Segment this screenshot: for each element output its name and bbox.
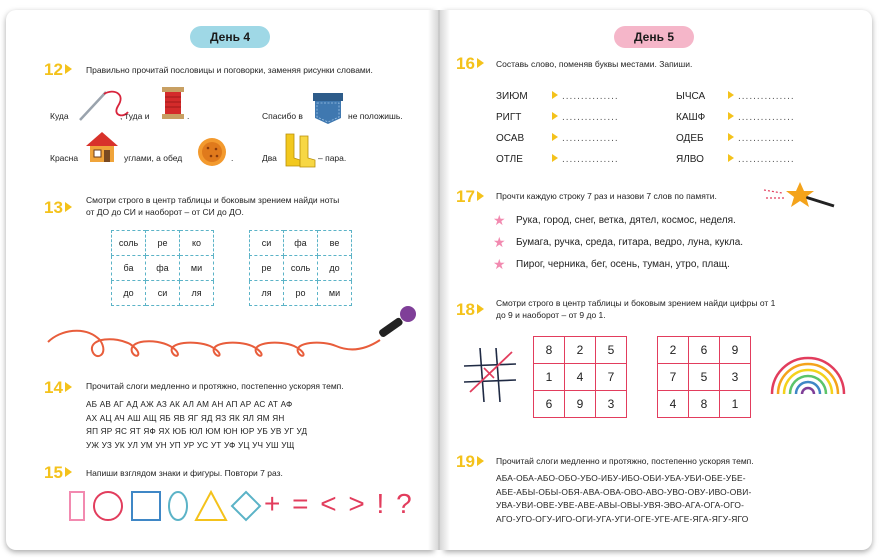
exercise-number-text: 16 [456, 54, 475, 73]
proverb-2-part-a: Спасибо в [262, 111, 303, 121]
proverb-3-part-b: углами, а обед [124, 153, 183, 163]
scrambled-word-row [496, 128, 619, 149]
exercise-14-instruction: Прочитай слоги медленно и протяжно, постепенно ускоряя темп. [86, 381, 344, 391]
syllable-line: ЯП ЯР ЯС ЯТ ЯФ ЯХ ЮБ ЮЛ ЮМ ЮН ЮР УБ УВ УГ УД [86, 427, 308, 436]
exercise-15-instruction: Напиши взглядом знаки и фигуры. Повтори 7 раз. [86, 468, 283, 478]
scrambled-words-right [676, 86, 795, 170]
proverb-1-part-c: . [187, 111, 190, 121]
symbols-text: + = < > ! ? [264, 488, 414, 519]
scrambled-word: ОДЕБ [676, 133, 704, 144]
scrambled-word: ОТЛЕ [496, 154, 523, 165]
table-cell: 3 [720, 364, 751, 391]
syllable-line: АБ АВ АГ АД АЖ АЗ АК АЛ АМ АН АП АР АС АТ АФ [86, 400, 293, 409]
table-cell: 5 [596, 337, 627, 364]
proverb-3-part-c: . [231, 153, 234, 163]
scrambled-word-row [496, 149, 619, 170]
table-cell: 8 [689, 391, 720, 418]
exercise-16-number [456, 54, 484, 74]
numbers-table-2 [657, 336, 751, 418]
scrambled-word-row [676, 128, 795, 149]
proverb-1-part-b: , туда и [120, 111, 150, 121]
scrambled-word: ЗИЮМ [496, 91, 528, 102]
syllable-line: АБЕ-АБЫ-ОБЫ-ОБЯ-АВА-ОВА-ОВО-АВО-УВО-ОВУ-ИВО-ОВИ- [496, 486, 752, 497]
exercise-number-text: 15 [44, 463, 63, 482]
scrambled-word: РИГТ [496, 112, 522, 123]
table-cell: 3 [596, 391, 627, 418]
triangle-shape [196, 492, 226, 520]
arrow-icon [728, 91, 734, 99]
exercise-19-instruction: Прочитай слоги медленно и протяжно, постепенно ускоряя темп. [496, 456, 754, 466]
table-cell: фа [146, 256, 180, 281]
arrow-icon [552, 91, 558, 99]
scrambled-word-row [496, 86, 619, 107]
answer-line: ............... [738, 154, 795, 165]
table-cell: ба [112, 256, 146, 281]
exercise-number-text: 14 [44, 378, 63, 397]
star-icon: ★ [493, 234, 506, 250]
arrow-icon [728, 133, 734, 141]
table-cell: 9 [565, 391, 596, 418]
exercise-number-text: 18 [456, 300, 475, 319]
arrow-icon [65, 467, 72, 477]
scrambled-word-row [676, 149, 795, 170]
scrambled-word: ОСАВ [496, 133, 525, 144]
syllable-line: АГО-УГО-ОГУ-ИГО-ОГИ-УГА-УГИ-ОГЕ-УГЕ-АГЕ-ЯГА-ЯГУ-ЯГО [496, 513, 749, 524]
arrow-icon [477, 58, 484, 68]
proverb-4-part-b: – пара. [318, 153, 347, 163]
thread-spool-icon [160, 86, 186, 120]
exercise-number-text: 17 [456, 187, 475, 206]
table-cell: 4 [565, 364, 596, 391]
arrow-icon [477, 191, 484, 201]
star-icon: ★ [493, 256, 506, 272]
scrambled-word: ЫЧСА [676, 91, 706, 102]
answer-line: ............... [562, 133, 619, 144]
table-cell: до [318, 256, 352, 281]
exercise-number-text: 13 [44, 198, 63, 217]
exercise-17-instruction: Прочти каждую строку 7 раз и назови 7 слов по памяти. [496, 191, 717, 201]
arrow-icon [728, 112, 734, 120]
memory-line-1: Рука, город, снег, ветка, дятел, космос, неделя. [516, 215, 736, 226]
table-cell: 6 [534, 391, 565, 418]
exercise-16-instruction: Составь слово, поменяв буквы местами. Запиши. [496, 59, 693, 69]
syllable-line: АБА-ОБА-АБО-ОБО-УБО-ИБУ-ИБО-ОБИ-УБА-УБИ-ОБЕ-УБЕ- [496, 473, 746, 483]
table-cell: соль [284, 256, 318, 281]
diamond-shape [232, 492, 260, 520]
exercise-12-number [44, 60, 72, 80]
memory-line-2: Бумага, ручка, среда, гитара, ведро, луна, кукла. [516, 237, 744, 248]
pie-icon [196, 136, 228, 168]
arrow-icon [552, 112, 558, 120]
table-cell: 5 [689, 364, 720, 391]
answer-line: ............... [738, 112, 795, 123]
book-gutter [428, 10, 450, 550]
house-icon [84, 130, 120, 164]
exercise-18-number [456, 300, 484, 320]
microphone-wire-icon [40, 300, 430, 370]
arrow-icon [65, 382, 72, 392]
exercise-17-number [456, 187, 484, 207]
exercise-13-instruction-1: Смотри строго в центр таблицы и боковым зрением найди ноты [86, 195, 340, 205]
syllable-line: УЖ УЗ УК УЛ УМ УН УП УР УС УТ УФ УЦ УЧ УШ УЩ [86, 440, 295, 450]
table-cell: 1 [720, 391, 751, 418]
proverb-4-part-a: Два [262, 153, 277, 163]
symbols-row [264, 486, 414, 522]
arrow-icon [552, 133, 558, 141]
scrambled-word-row [676, 107, 795, 128]
scrambled-words-left [496, 86, 619, 170]
day-5-label: День 5 [633, 30, 674, 44]
table-cell: ля [250, 281, 284, 306]
table-cell: 7 [658, 364, 689, 391]
exercise-number-text: 19 [456, 452, 475, 471]
table-cell: 2 [565, 337, 596, 364]
memory-line-3: Пирог, черника, бег, осень, туман, утро, плащ. [516, 259, 730, 270]
day-4-label: День 4 [209, 30, 250, 44]
boots-icon [282, 132, 318, 170]
oval-shape [169, 492, 187, 520]
answer-line: ............... [562, 112, 619, 123]
table-cell: ми [180, 256, 214, 281]
table-cell: ре [250, 256, 284, 281]
table-cell: соль [112, 231, 146, 256]
table-cell: ве [318, 231, 352, 256]
square-shape [132, 492, 160, 520]
syllable-line: АХ АЦ АЧ АШ АЩ ЯБ ЯВ ЯГ ЯД ЯЗ ЯК ЯЛ ЯМ ЯН [86, 413, 285, 423]
scrambled-word-row [496, 107, 619, 128]
table-cell: си [250, 231, 284, 256]
arrow-icon [65, 202, 72, 212]
table-cell: 1 [534, 364, 565, 391]
arrow-icon [65, 64, 72, 74]
rectangle-shape [70, 492, 84, 520]
table-cell: ре [146, 231, 180, 256]
table-cell: 8 [534, 337, 565, 364]
table-cell: фа [284, 231, 318, 256]
tic-tac-toe-doodle [462, 344, 518, 406]
exercise-13-number [44, 198, 72, 218]
exercise-14-number [44, 378, 72, 398]
arrow-icon [552, 154, 558, 162]
notes-table-2 [249, 230, 352, 306]
star-icon: ★ [493, 212, 506, 228]
scrambled-word: КАШФ [676, 112, 706, 123]
day-4-pill [190, 26, 270, 48]
table-cell: си [146, 281, 180, 306]
syllables-block-right [496, 472, 752, 526]
table-cell: 2 [658, 337, 689, 364]
proverb-1-part-a: Куда [50, 111, 69, 121]
scrambled-word: ЯЛВО [676, 154, 704, 165]
table-cell: 4 [658, 391, 689, 418]
table-cell: ля [180, 281, 214, 306]
magic-wand-icon [762, 180, 836, 212]
syllable-line: УВА-УВИ-ОВЕ-УВЕ-АВЕ-АВЫ-ОВЫ-УВЯ-ЭВО-АГА-ОГА-ОГО- [496, 500, 745, 510]
table-cell: 6 [689, 337, 720, 364]
table-cell: ко [180, 231, 214, 256]
pocket-icon [312, 92, 344, 126]
exercise-15-number [44, 463, 72, 483]
table-cell: ро [284, 281, 318, 306]
circle-shape [94, 492, 122, 520]
arrow-icon [477, 304, 484, 314]
proverb-3-part-a: Красна [50, 153, 79, 163]
exercise-18-instruction-2: до 9 и наоборот – от 9 до 1. [496, 310, 606, 320]
notes-table-1 [111, 230, 214, 306]
exercise-number-text: 12 [44, 60, 63, 79]
scrambled-word-row [676, 86, 795, 107]
exercise-13-instruction-2: от ДО до СИ и наоборот – от СИ до ДО. [86, 207, 244, 217]
answer-line: ............... [562, 91, 619, 102]
day-5-pill [614, 26, 694, 48]
answer-line: ............... [738, 133, 795, 144]
table-cell: до [112, 281, 146, 306]
table-cell: 7 [596, 364, 627, 391]
answer-line: ............... [738, 91, 795, 102]
proverb-2-part-b: не положишь. [348, 111, 403, 121]
arrow-icon [728, 154, 734, 162]
syllables-block-left [86, 398, 307, 452]
rainbow-icon [768, 348, 848, 398]
table-cell: 9 [720, 337, 751, 364]
answer-line: ............... [562, 154, 619, 165]
exercise-18-instruction-1: Смотри строго в центр таблицы и боковым зрением найди цифры от 1 [496, 298, 776, 308]
exercise-19-number [456, 452, 484, 472]
exercise-12-instruction: Правильно прочитай пословицы и поговорки, заменяя рисунки словами. [86, 65, 373, 75]
numbers-table-1 [533, 336, 627, 418]
table-cell: ми [318, 281, 352, 306]
arrow-icon [477, 456, 484, 466]
